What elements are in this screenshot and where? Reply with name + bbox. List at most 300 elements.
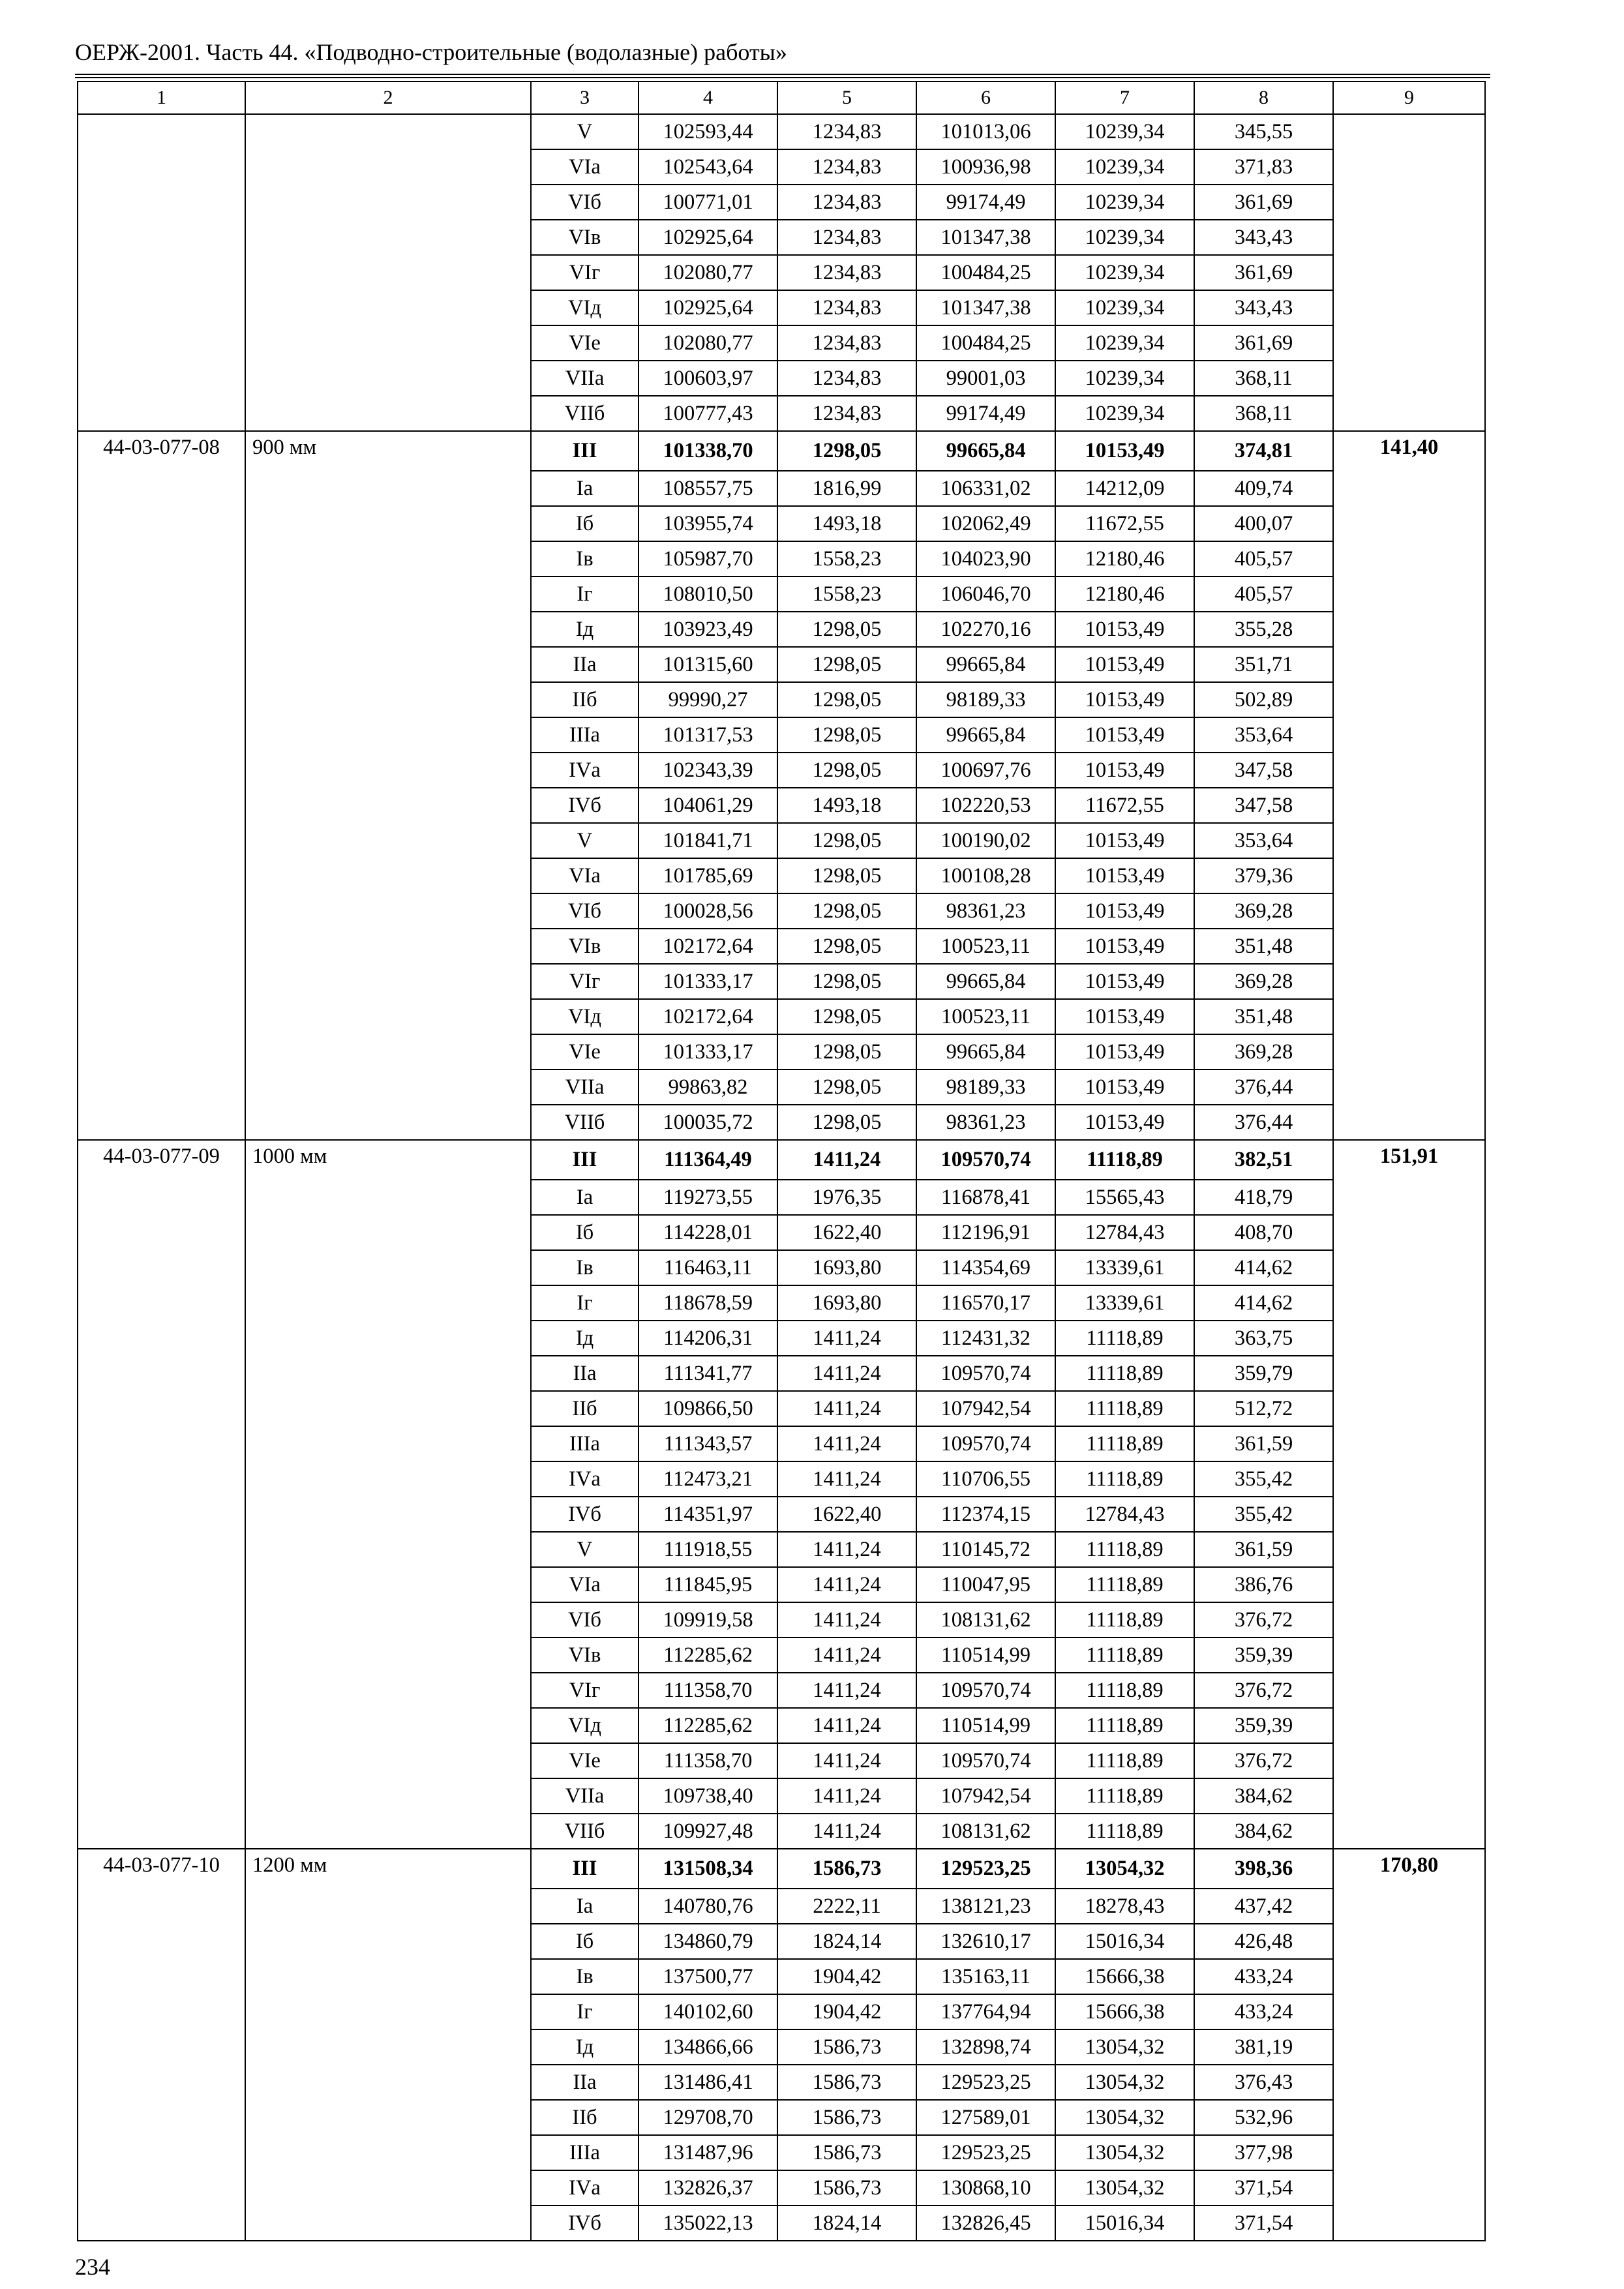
table-row xyxy=(78,1959,1485,1994)
value-cell-col5: 1904,42 xyxy=(777,1994,916,2029)
value-cell-col8: 418,79 xyxy=(1194,1180,1333,1215)
zone-cell: Iг xyxy=(531,1994,639,2029)
value-cell-col7: 11118,89 xyxy=(1055,1708,1194,1743)
table-row xyxy=(78,114,1485,149)
value-cell-col5: 1298,05 xyxy=(777,1105,916,1140)
value-cell-col9: 170,80 xyxy=(1333,1849,1485,1889)
value-cell-col5: 1824,14 xyxy=(777,1924,916,1959)
zone-cell: IVб xyxy=(531,2206,639,2241)
norm-code-cell xyxy=(78,858,245,893)
pipe-diameter-cell xyxy=(245,647,531,682)
value-cell-col6: 104023,90 xyxy=(916,541,1055,576)
zone-cell: IIIа xyxy=(531,717,639,753)
value-cell-col8: 355,42 xyxy=(1194,1461,1333,1497)
value-cell-col4: 105987,70 xyxy=(639,541,777,576)
value-cell-col6: 106331,02 xyxy=(916,471,1055,506)
value-cell-col5: 2222,11 xyxy=(777,1889,916,1924)
value-cell-col6: 100523,11 xyxy=(916,929,1055,964)
value-cell-col8: 414,62 xyxy=(1194,1250,1333,1285)
value-cell-col9 xyxy=(1333,1426,1485,1461)
value-cell-col4: 100777,43 xyxy=(639,396,777,431)
value-cell-col5: 1298,05 xyxy=(777,929,916,964)
value-cell-col9 xyxy=(1333,506,1485,541)
value-cell-col8: 345,55 xyxy=(1194,114,1333,149)
value-cell-col7: 10153,49 xyxy=(1055,999,1194,1034)
value-cell-col8: 359,39 xyxy=(1194,1638,1333,1673)
value-cell-col9 xyxy=(1333,114,1485,149)
value-cell-col8: 376,43 xyxy=(1194,2065,1333,2100)
value-cell-col9 xyxy=(1333,2206,1485,2241)
value-cell-col9 xyxy=(1333,682,1485,717)
value-cell-col9 xyxy=(1333,1778,1485,1814)
value-cell-col5: 1298,05 xyxy=(777,753,916,788)
value-cell-col8: 379,36 xyxy=(1194,858,1333,893)
value-cell-col6: 98189,33 xyxy=(916,682,1055,717)
value-cell-col8: 532,96 xyxy=(1194,2100,1333,2135)
norm-code-cell xyxy=(78,1391,245,1426)
value-cell-col8: 359,79 xyxy=(1194,1356,1333,1391)
value-cell-col5: 1824,14 xyxy=(777,2206,916,2241)
value-cell-col9 xyxy=(1333,1814,1485,1849)
value-cell-col8: 384,62 xyxy=(1194,1778,1333,1814)
pipe-diameter-cell xyxy=(245,185,531,220)
pipe-diameter-cell xyxy=(245,1321,531,1356)
value-cell-col4: 112473,21 xyxy=(639,1461,777,1497)
table-row xyxy=(78,1215,1485,1250)
zone-cell: IIа xyxy=(531,1356,639,1391)
zone-cell: Iд xyxy=(531,612,639,647)
value-cell-col7: 11118,89 xyxy=(1055,1461,1194,1497)
zone-cell: Iб xyxy=(531,1924,639,1959)
norm-code-cell: 44-03-077-09 xyxy=(78,1140,245,1180)
value-cell-col7: 13339,61 xyxy=(1055,1285,1194,1321)
pipe-diameter-cell xyxy=(245,1924,531,1959)
value-cell-col9 xyxy=(1333,149,1485,185)
value-cell-col8: 512,72 xyxy=(1194,1391,1333,1426)
value-cell-col7: 15016,34 xyxy=(1055,2206,1194,2241)
value-cell-col5: 1586,73 xyxy=(777,2170,916,2206)
value-cell-col9 xyxy=(1333,1034,1485,1070)
value-cell-col6: 101347,38 xyxy=(916,290,1055,325)
value-cell-col7: 11118,89 xyxy=(1055,1532,1194,1567)
value-cell-col7: 11118,89 xyxy=(1055,1638,1194,1673)
value-cell-col7: 10153,49 xyxy=(1055,1034,1194,1070)
value-cell-col7: 11118,89 xyxy=(1055,1426,1194,1461)
value-cell-col8: 414,62 xyxy=(1194,1285,1333,1321)
value-cell-col4: 111343,57 xyxy=(639,1426,777,1461)
norm-code-cell xyxy=(78,1215,245,1250)
value-cell-col4: 114228,01 xyxy=(639,1215,777,1250)
norm-code-cell xyxy=(78,788,245,823)
value-cell-col5: 1586,73 xyxy=(777,2065,916,2100)
value-cell-col7: 11118,89 xyxy=(1055,1673,1194,1708)
zone-cell: IVб xyxy=(531,788,639,823)
value-cell-col9 xyxy=(1333,396,1485,431)
value-cell-col6: 109570,74 xyxy=(916,1356,1055,1391)
value-cell-col9 xyxy=(1333,185,1485,220)
norm-code-cell xyxy=(78,541,245,576)
value-cell-col5: 1622,40 xyxy=(777,1497,916,1532)
value-cell-col6: 129523,25 xyxy=(916,1849,1055,1889)
value-cell-col7: 10239,34 xyxy=(1055,325,1194,361)
norm-code-cell xyxy=(78,1673,245,1708)
table-row xyxy=(78,396,1485,431)
value-cell-col7: 10239,34 xyxy=(1055,290,1194,325)
table-row xyxy=(78,2100,1485,2135)
value-cell-col5: 1298,05 xyxy=(777,823,916,858)
value-cell-col8: 376,72 xyxy=(1194,1602,1333,1638)
value-cell-col6: 100697,76 xyxy=(916,753,1055,788)
value-cell-col9 xyxy=(1333,1638,1485,1673)
table-row xyxy=(78,1497,1485,1532)
pipe-diameter-cell xyxy=(245,999,531,1034)
norm-code-cell xyxy=(78,1567,245,1602)
value-cell-col9 xyxy=(1333,753,1485,788)
value-cell-col5: 1298,05 xyxy=(777,612,916,647)
value-cell-col6: 100190,02 xyxy=(916,823,1055,858)
value-cell-col6: 138121,23 xyxy=(916,1889,1055,1924)
value-cell-col7: 13054,32 xyxy=(1055,1849,1194,1889)
norm-code-cell xyxy=(78,999,245,1034)
value-cell-col8: 374,81 xyxy=(1194,431,1333,471)
value-cell-col6: 98189,33 xyxy=(916,1070,1055,1105)
value-cell-col5: 1298,05 xyxy=(777,1034,916,1070)
value-cell-col6: 98361,23 xyxy=(916,1105,1055,1140)
value-cell-col8: 368,11 xyxy=(1194,361,1333,396)
value-cell-col8: 433,24 xyxy=(1194,1994,1333,2029)
value-cell-col4: 99990,27 xyxy=(639,682,777,717)
value-cell-col8: 355,28 xyxy=(1194,612,1333,647)
pipe-diameter-cell xyxy=(245,1638,531,1673)
value-cell-col4: 100771,01 xyxy=(639,185,777,220)
value-cell-col9 xyxy=(1333,1994,1485,2029)
value-cell-col6: 129523,25 xyxy=(916,2135,1055,2170)
value-cell-col5: 1586,73 xyxy=(777,2135,916,2170)
value-cell-col4: 118678,59 xyxy=(639,1285,777,1321)
value-cell-col6: 100936,98 xyxy=(916,149,1055,185)
table-row xyxy=(78,647,1485,682)
zone-cell: V xyxy=(531,114,639,149)
value-cell-col6: 108131,62 xyxy=(916,1814,1055,1849)
pipe-diameter-cell xyxy=(245,541,531,576)
value-cell-col4: 131508,34 xyxy=(639,1849,777,1889)
value-cell-col9 xyxy=(1333,1391,1485,1426)
zone-cell: VIа xyxy=(531,858,639,893)
value-cell-col5: 1411,24 xyxy=(777,1673,916,1708)
value-cell-col8: 371,54 xyxy=(1194,2206,1333,2241)
table-row xyxy=(78,576,1485,612)
value-cell-col9 xyxy=(1333,1215,1485,1250)
zone-cell: IVб xyxy=(531,1497,639,1532)
norm-code-cell xyxy=(78,290,245,325)
value-cell-col7: 13054,32 xyxy=(1055,2029,1194,2065)
zone-cell: Iв xyxy=(531,1250,639,1285)
zone-cell: VIIа xyxy=(531,1070,639,1105)
value-cell-col4: 108557,75 xyxy=(639,471,777,506)
value-cell-col4: 132826,37 xyxy=(639,2170,777,2206)
value-cell-col9 xyxy=(1333,1497,1485,1532)
value-cell-col5: 1298,05 xyxy=(777,964,916,999)
value-cell-col4: 134860,79 xyxy=(639,1924,777,1959)
value-cell-col9 xyxy=(1333,290,1485,325)
value-cell-col7: 11118,89 xyxy=(1055,1391,1194,1426)
value-cell-col8: 382,51 xyxy=(1194,1140,1333,1180)
norm-code-cell xyxy=(78,576,245,612)
table-row xyxy=(78,1034,1485,1070)
table-row xyxy=(78,2029,1485,2065)
value-cell-col8: 369,28 xyxy=(1194,1034,1333,1070)
value-cell-col4: 101317,53 xyxy=(639,717,777,753)
value-cell-col7: 10239,34 xyxy=(1055,220,1194,255)
column-header: 9 xyxy=(1333,82,1485,114)
value-cell-col8: 347,58 xyxy=(1194,753,1333,788)
value-cell-col5: 1693,80 xyxy=(777,1285,916,1321)
norm-code-cell xyxy=(78,1356,245,1391)
value-cell-col6: 109570,74 xyxy=(916,1426,1055,1461)
value-cell-col8: 405,57 xyxy=(1194,541,1333,576)
norm-code-cell xyxy=(78,964,245,999)
pipe-diameter-cell xyxy=(245,2135,531,2170)
value-cell-col4: 102172,64 xyxy=(639,999,777,1034)
table-row xyxy=(78,1140,1485,1180)
value-cell-col4: 100603,97 xyxy=(639,361,777,396)
value-cell-col6: 99665,84 xyxy=(916,1034,1055,1070)
table-row xyxy=(78,1924,1485,1959)
norm-code-cell xyxy=(78,1070,245,1105)
value-cell-col7: 10153,49 xyxy=(1055,647,1194,682)
value-cell-col6: 137764,94 xyxy=(916,1994,1055,2029)
value-cell-col4: 108010,50 xyxy=(639,576,777,612)
norm-code-cell xyxy=(78,1778,245,1814)
value-cell-col4: 109738,40 xyxy=(639,1778,777,1814)
value-cell-col8: 384,62 xyxy=(1194,1814,1333,1849)
value-cell-col7: 12784,43 xyxy=(1055,1215,1194,1250)
value-cell-col7: 10153,49 xyxy=(1055,929,1194,964)
value-cell-col5: 1234,83 xyxy=(777,255,916,290)
value-cell-col5: 1234,83 xyxy=(777,220,916,255)
value-cell-col4: 112285,62 xyxy=(639,1638,777,1673)
table-row xyxy=(78,1567,1485,1602)
norm-code-cell xyxy=(78,2065,245,2100)
norm-code-cell xyxy=(78,1532,245,1567)
value-cell-col6: 98361,23 xyxy=(916,893,1055,929)
value-cell-col7: 10153,49 xyxy=(1055,893,1194,929)
value-cell-col8: 381,19 xyxy=(1194,2029,1333,2065)
value-cell-col7: 13054,32 xyxy=(1055,2065,1194,2100)
value-cell-col6: 108131,62 xyxy=(916,1602,1055,1638)
norm-code-cell xyxy=(78,1638,245,1673)
norm-code-cell xyxy=(78,2100,245,2135)
value-cell-col7: 11118,89 xyxy=(1055,1814,1194,1849)
pipe-diameter-cell xyxy=(245,1250,531,1285)
value-cell-col6: 110514,99 xyxy=(916,1638,1055,1673)
norm-code-cell xyxy=(78,1180,245,1215)
value-cell-col5: 1411,24 xyxy=(777,1461,916,1497)
value-cell-col6: 102062,49 xyxy=(916,506,1055,541)
value-cell-col8: 376,44 xyxy=(1194,1105,1333,1140)
value-cell-col5: 1234,83 xyxy=(777,396,916,431)
zone-cell: Iг xyxy=(531,1285,639,1321)
pipe-diameter-cell xyxy=(245,964,531,999)
value-cell-col5: 1234,83 xyxy=(777,114,916,149)
zone-cell: Iа xyxy=(531,1180,639,1215)
value-cell-col6: 100108,28 xyxy=(916,858,1055,893)
value-cell-col6: 100484,25 xyxy=(916,255,1055,290)
pipe-diameter-cell xyxy=(245,149,531,185)
value-cell-col4: 101338,70 xyxy=(639,431,777,471)
table-row xyxy=(78,149,1485,185)
pipe-diameter-cell xyxy=(245,1959,531,1994)
zone-cell: V xyxy=(531,823,639,858)
value-cell-col7: 12784,43 xyxy=(1055,1497,1194,1532)
table-row xyxy=(78,858,1485,893)
value-cell-col6: 99665,84 xyxy=(916,431,1055,471)
value-cell-col6: 99001,03 xyxy=(916,361,1055,396)
zone-cell: VIIа xyxy=(531,361,639,396)
value-cell-col8: 363,75 xyxy=(1194,1321,1333,1356)
value-cell-col4: 140780,76 xyxy=(639,1889,777,1924)
table-row xyxy=(78,2206,1485,2241)
norm-code-cell xyxy=(78,2029,245,2065)
value-cell-col8: 408,70 xyxy=(1194,1215,1333,1250)
zone-cell: VIе xyxy=(531,1743,639,1778)
norm-code-cell xyxy=(78,1814,245,1849)
value-cell-col8: 361,69 xyxy=(1194,185,1333,220)
table-row xyxy=(78,1321,1485,1356)
value-cell-col6: 109570,74 xyxy=(916,1140,1055,1180)
norm-code-cell xyxy=(78,471,245,506)
value-cell-col7: 15565,43 xyxy=(1055,1180,1194,1215)
zone-cell: VIе xyxy=(531,1034,639,1070)
value-cell-col5: 1976,35 xyxy=(777,1180,916,1215)
zone-cell: Iа xyxy=(531,1889,639,1924)
value-cell-col8: 437,42 xyxy=(1194,1889,1333,1924)
value-cell-col5: 1411,24 xyxy=(777,1140,916,1180)
value-cell-col8: 351,48 xyxy=(1194,929,1333,964)
value-cell-col5: 1411,24 xyxy=(777,1638,916,1673)
value-cell-col9 xyxy=(1333,325,1485,361)
value-cell-col8: 361,69 xyxy=(1194,255,1333,290)
norm-code-cell xyxy=(78,893,245,929)
value-cell-col8: 377,98 xyxy=(1194,2135,1333,2170)
value-cell-col6: 101013,06 xyxy=(916,114,1055,149)
value-cell-col9 xyxy=(1333,1180,1485,1215)
table-row xyxy=(78,290,1485,325)
value-cell-col8: 355,42 xyxy=(1194,1497,1333,1532)
value-cell-col8: 376,72 xyxy=(1194,1743,1333,1778)
table-row xyxy=(78,255,1485,290)
table-row xyxy=(78,431,1485,471)
pipe-diameter-cell xyxy=(245,1215,531,1250)
pipe-diameter-cell xyxy=(245,361,531,396)
norm-code-cell xyxy=(78,185,245,220)
value-cell-col4: 102543,64 xyxy=(639,149,777,185)
table-row xyxy=(78,1743,1485,1778)
value-cell-col8: 343,43 xyxy=(1194,220,1333,255)
value-cell-col5: 1816,99 xyxy=(777,471,916,506)
zone-cell: VIд xyxy=(531,999,639,1034)
value-cell-col7: 14212,09 xyxy=(1055,471,1194,506)
value-cell-col5: 1298,05 xyxy=(777,431,916,471)
norm-code-cell xyxy=(78,506,245,541)
value-cell-col9 xyxy=(1333,361,1485,396)
pipe-diameter-cell xyxy=(245,1461,531,1497)
zone-cell: Iд xyxy=(531,1321,639,1356)
norm-code-cell xyxy=(78,1994,245,2029)
zone-cell: IVа xyxy=(531,753,639,788)
value-cell-col8: 361,69 xyxy=(1194,325,1333,361)
column-header: 7 xyxy=(1055,82,1194,114)
value-cell-col6: 99174,49 xyxy=(916,185,1055,220)
zone-cell: III xyxy=(531,1140,639,1180)
value-cell-col4: 131487,96 xyxy=(639,2135,777,2170)
value-cell-col9 xyxy=(1333,1743,1485,1778)
table-row xyxy=(78,541,1485,576)
column-header: 8 xyxy=(1194,82,1333,114)
value-cell-col4: 135022,13 xyxy=(639,2206,777,2241)
zone-cell: VIб xyxy=(531,893,639,929)
value-cell-col6: 112374,15 xyxy=(916,1497,1055,1532)
value-cell-col6: 135163,11 xyxy=(916,1959,1055,1994)
norm-code-cell xyxy=(78,1497,245,1532)
value-cell-col4: 101333,17 xyxy=(639,1034,777,1070)
value-cell-col8: 376,44 xyxy=(1194,1070,1333,1105)
norm-code-cell xyxy=(78,929,245,964)
zone-cell: VIIб xyxy=(531,1814,639,1849)
table-row xyxy=(78,1778,1485,1814)
table-row xyxy=(78,788,1485,823)
value-cell-col7: 10153,49 xyxy=(1055,964,1194,999)
table-row xyxy=(78,2065,1485,2100)
value-cell-col7: 13339,61 xyxy=(1055,1250,1194,1285)
value-cell-col9 xyxy=(1333,1889,1485,1924)
value-cell-col6: 99665,84 xyxy=(916,647,1055,682)
value-cell-col6: 130868,10 xyxy=(916,2170,1055,2206)
value-cell-col7: 10153,49 xyxy=(1055,682,1194,717)
table-row xyxy=(78,361,1485,396)
value-cell-col8: 359,39 xyxy=(1194,1708,1333,1743)
pipe-diameter-cell xyxy=(245,1743,531,1778)
value-cell-col6: 132898,74 xyxy=(916,2029,1055,2065)
value-cell-col4: 102080,77 xyxy=(639,325,777,361)
value-cell-col6: 102270,16 xyxy=(916,612,1055,647)
zone-cell: VIв xyxy=(531,1638,639,1673)
pipe-diameter-cell xyxy=(245,1994,531,2029)
zone-cell: VIIа xyxy=(531,1778,639,1814)
value-cell-col4: 102593,44 xyxy=(639,114,777,149)
zone-cell: IIIа xyxy=(531,1426,639,1461)
value-cell-col8: 361,59 xyxy=(1194,1532,1333,1567)
zone-cell: IVа xyxy=(531,2170,639,2206)
pipe-diameter-cell xyxy=(245,576,531,612)
value-cell-col8: 353,64 xyxy=(1194,717,1333,753)
zone-cell: VIб xyxy=(531,1602,639,1638)
value-cell-col9 xyxy=(1333,999,1485,1034)
table-row xyxy=(78,220,1485,255)
norm-code-cell xyxy=(78,2206,245,2241)
table-row xyxy=(78,1673,1485,1708)
value-cell-col6: 114354,69 xyxy=(916,1250,1055,1285)
value-cell-col5: 1586,73 xyxy=(777,2029,916,2065)
zone-cell: Iд xyxy=(531,2029,639,2065)
column-number-row xyxy=(78,82,1485,114)
column-header: 1 xyxy=(78,82,245,114)
pipe-diameter-cell xyxy=(245,1532,531,1567)
table-row xyxy=(78,1461,1485,1497)
table-row xyxy=(78,1708,1485,1743)
table-row xyxy=(78,1849,1485,1889)
pipe-diameter-cell xyxy=(245,1034,531,1070)
